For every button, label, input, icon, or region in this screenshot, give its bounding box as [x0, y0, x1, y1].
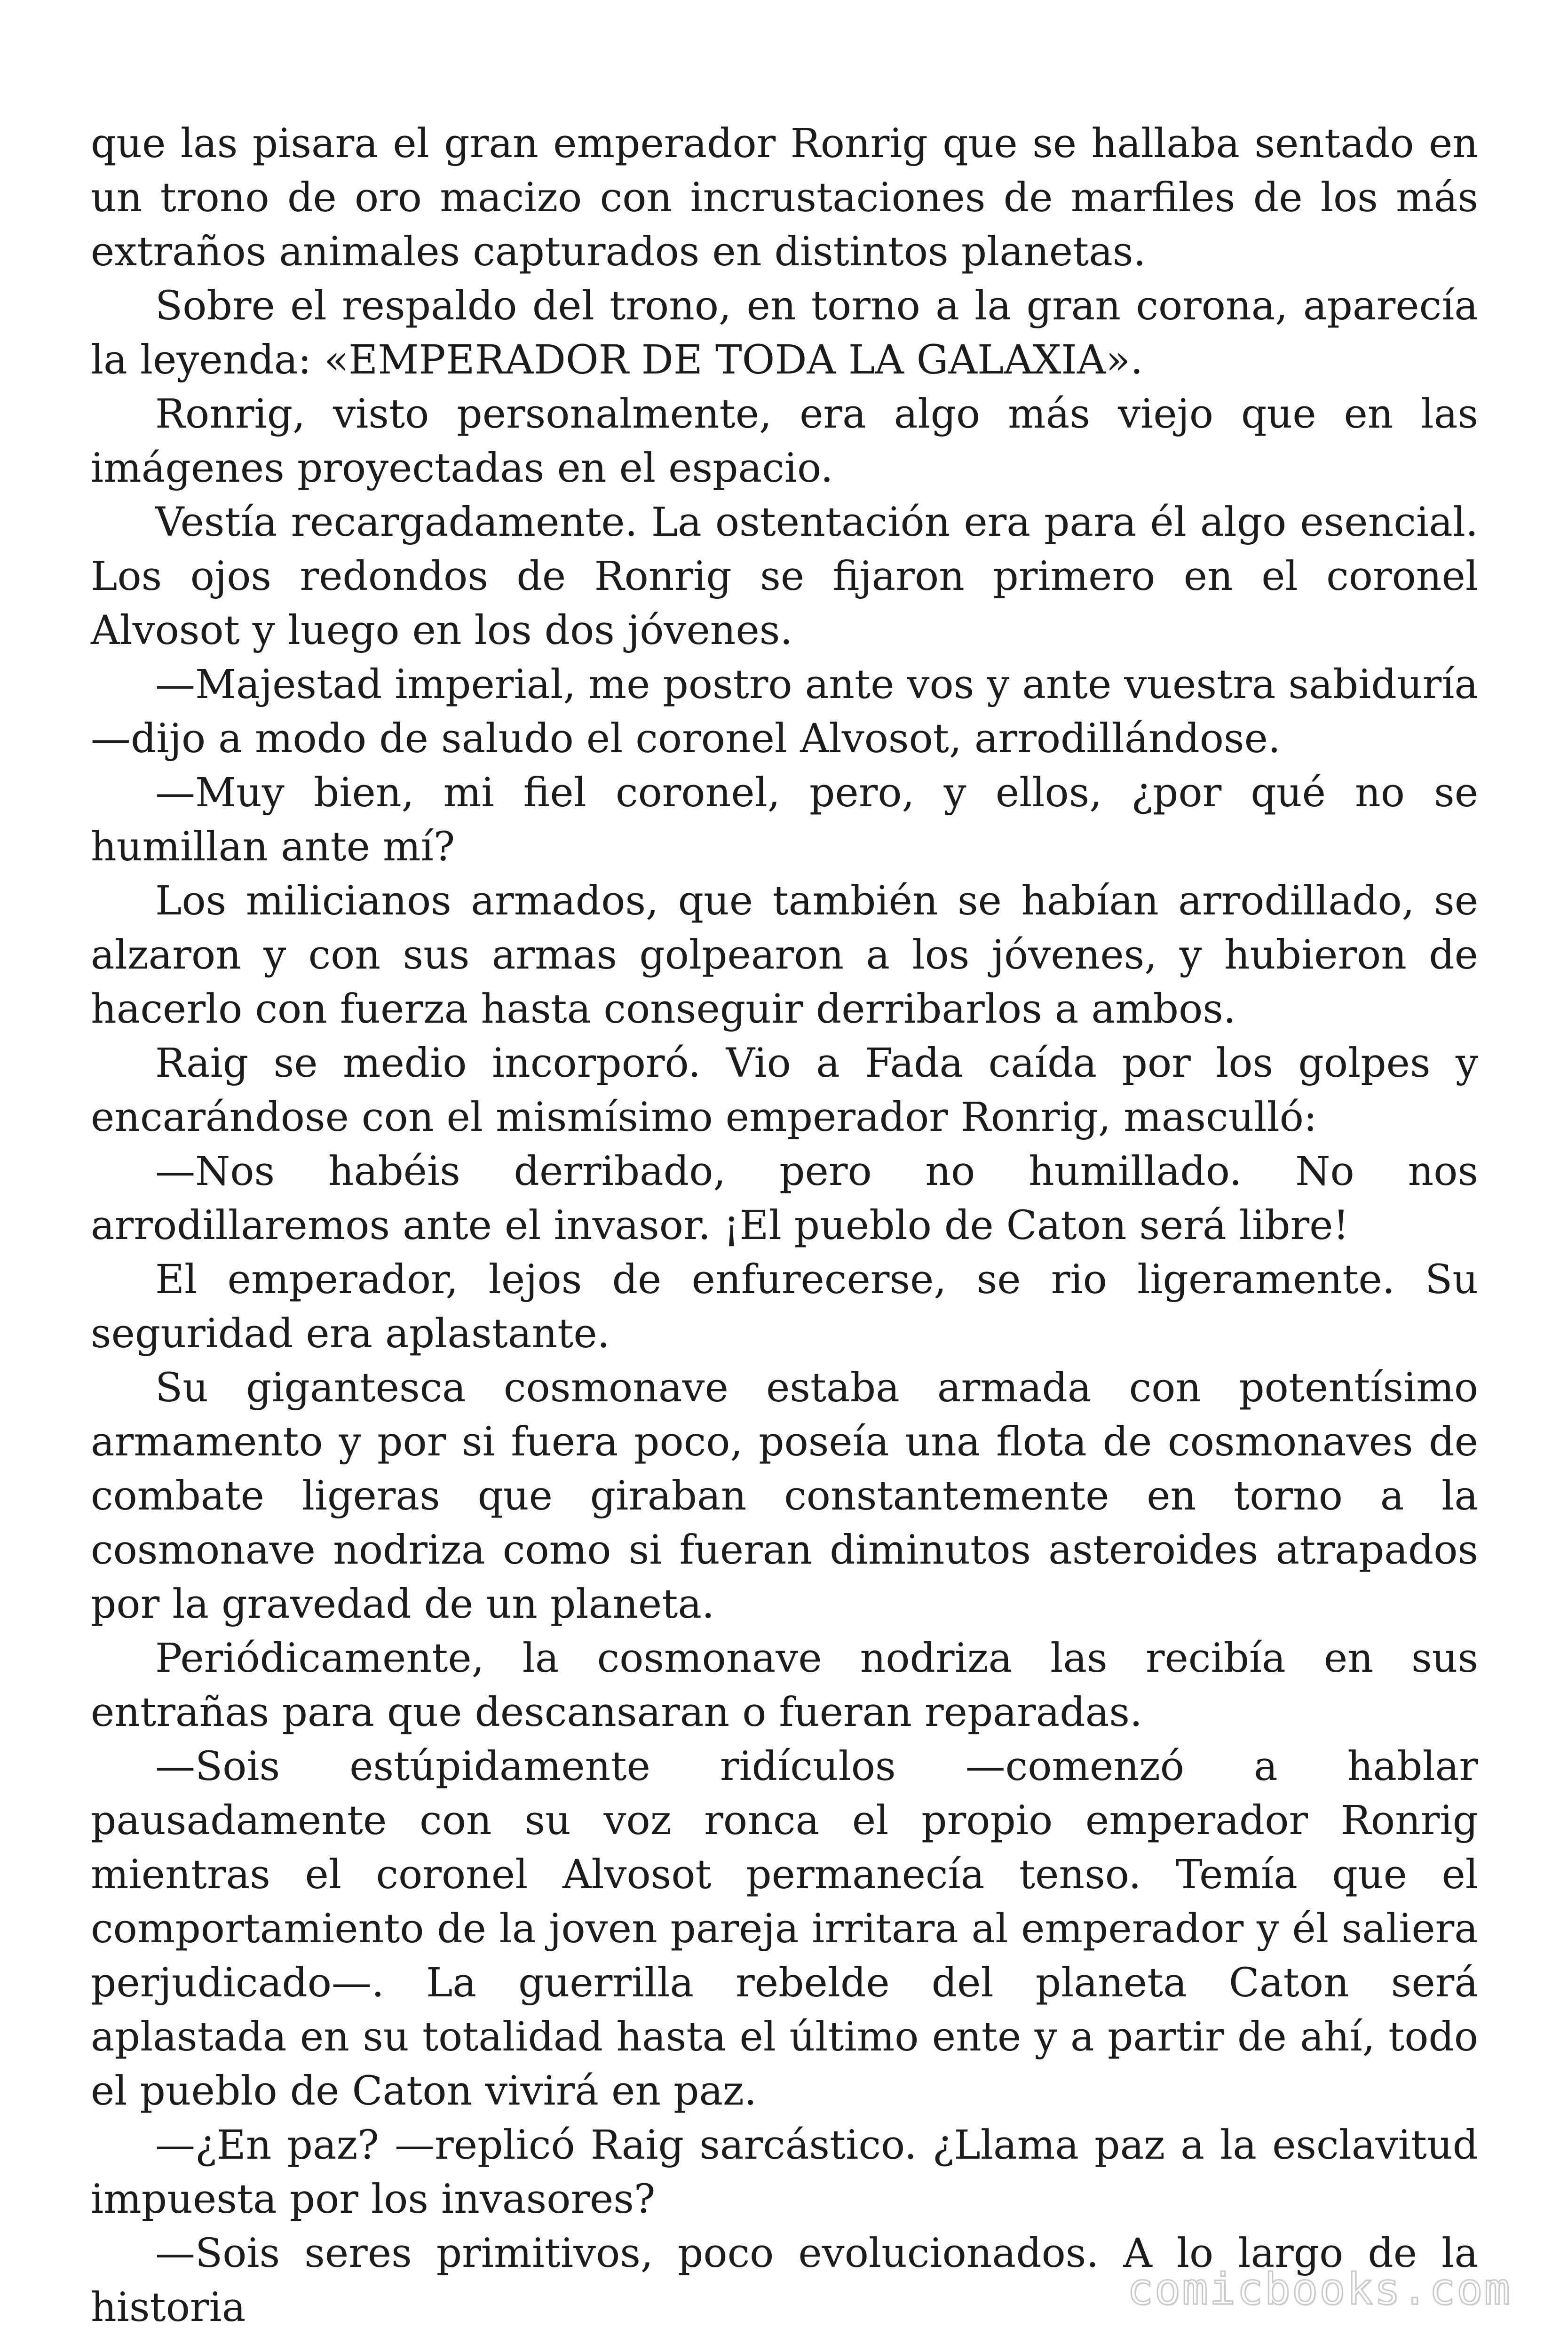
paragraph-10: El emperador, lejos de enfurecerse, se rio ligeramente. Su seguridad era aplastante. [91, 1256, 1478, 1357]
paragraph-8: Raig se medio incorporó. Vio a Fada caída por los golpes y encarándose con el mismísimo emperador Ronrig, masculló: [91, 1040, 1478, 1141]
paragraph-5: —Majestad imperial, me postro ante vos y ante vuestra sabiduría —dijo a modo de saludo el coronel Alvosot, arrodillándose. [91, 661, 1478, 762]
paragraph-2: Sobre el respaldo del trono, en torno a la gran corona, aparecía la leyenda: «EMPERADOR DE TODA LA GALAXIA». [91, 283, 1478, 383]
paragraph-3: Ronrig, visto personalmente, era algo más viejo que en las imágenes proyectadas en el espacio. [91, 391, 1478, 492]
paragraph-15: —Sois seres primitivos, poco evolucionados. A lo largo de la historia [91, 2230, 1478, 2331]
paragraph-4: Vestía recargadamente. La ostentación era para él algo esencial. Los ojos redondos de Ronrig se fijaron primero en el coronel Alvosot y luego en los dos jóvenes. [91, 499, 1478, 654]
paragraph-7: Los milicianos armados, que también se habían arrodillado, se alzaron y con sus armas golpearon a los jóvenes, y hubieron de hacerlo con fuerza hasta conseguir derribarlos a ambos. [91, 878, 1478, 1033]
watermark: comicbooks.com [1127, 2264, 1512, 2314]
page-body [91, 117, 1478, 2335]
paragraph-13: —Sois estúpidamente ridículos —comenzó a hablar pausadamente con su voz ronca el propio emperador Ronrig mientras el coronel Alvosot permanecía tenso. Temía que el comportamiento de la joven pareja irritara al emperador y él saliera perjudicado—. La guerrilla rebelde del planeta Caton será aplastada en su totalidad hasta el último ente y a partir de ahí, todo el pueblo de Caton vivirá en paz. [91, 1743, 1478, 2114]
paragraph-11: Su gigantesca cosmonave estaba armada con potentísimo armamento y por si fuera poco, poseía una flota de cosmonaves de combate ligeras que giraban constantemente en torno a la cosmonave nodriza como si fueran diminutos asteroides atrapados por la gravedad de un planeta. [91, 1365, 1478, 1628]
paragraph-1: que las pisara el gran emperador Ronrig que se hallaba sentado en un trono de oro macizo con incrustaciones de marfiles de los más extraños animales capturados en distintos planetas. [91, 120, 1478, 275]
paragraph-6: —Muy bien, mi fiel coronel, pero, y ellos, ¿por qué no se humillan ante mí? [91, 770, 1478, 870]
paragraph-9: —Nos habéis derribado, pero no humillado. No nos arrodillaremos ante el invasor. ¡El pueblo de Caton será libre! [91, 1148, 1478, 1249]
paragraph-14: —¿En paz? —replicó Raig sarcástico. ¿Llama paz a la esclavitud impuesta por los invasores? [91, 2122, 1478, 2223]
paragraph-12: Periódicamente, la cosmonave nodriza las recibía en sus entrañas para que descansaran o fueran reparadas. [91, 1635, 1478, 1736]
